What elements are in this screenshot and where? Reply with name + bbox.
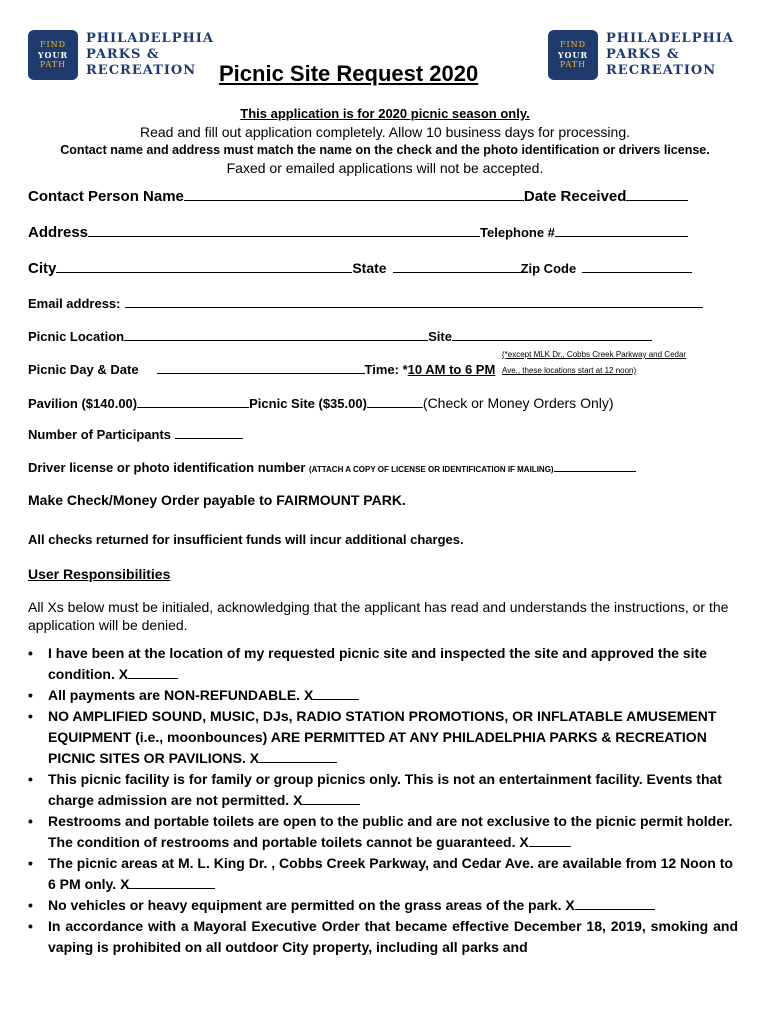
date-received-label: Date Received xyxy=(523,188,627,205)
state-field[interactable] xyxy=(393,272,521,273)
contact-label: Contact Person Name xyxy=(28,188,184,205)
license-note: (ATTACH A COPY OF LICENSE OR IDENTIFICATION IF MAILING) xyxy=(309,465,554,474)
list-item: • NO AMPLIFIED SOUND, MUSIC, DJs, RADIO STATION PROMOTIONS, OR INFLATABLE AMUSEMENT EQUIPMENT (i.e., moonbounces) ARE PERMITTED AT ANY PHILADELPHIA PARKS & RECREATION PICNIC SITES OR PAVILIONS. X xyxy=(48,706,738,769)
initial-field[interactable] xyxy=(129,888,215,889)
telephone-field[interactable] xyxy=(555,236,688,237)
pavilion-label: Pavilion ($140.00) xyxy=(28,396,138,411)
contact-field[interactable] xyxy=(184,200,524,201)
city-row xyxy=(28,260,692,277)
parks-brand-text: PHILADELPHIA PARKS & RECREATION xyxy=(606,31,734,78)
picnic-site-field[interactable] xyxy=(367,407,423,408)
list-item: • The picnic areas at M. L. King Dr. , Cobbs Creek Parkway, and Cedar Ave. are available from 12 Noon to 6 PM only. X xyxy=(48,853,738,895)
day-date-row xyxy=(28,362,495,377)
license-field[interactable] xyxy=(554,471,636,472)
email-label: Email address: xyxy=(28,296,121,311)
initial-field[interactable] xyxy=(259,762,337,763)
list-item: • Restrooms and portable toilets are open to the public and are not exclusive to the picnic permit holder. The condition of restrooms and portable toilets cannot be guaranteed. X xyxy=(48,811,738,853)
page-title: Picnic Site Request 2020 xyxy=(219,61,479,86)
zip-field[interactable] xyxy=(582,272,692,273)
logo-left xyxy=(28,30,214,80)
site-field[interactable] xyxy=(452,340,652,341)
address-field[interactable] xyxy=(88,236,480,237)
list-item: • No vehicles or heavy equipment are permitted on the grass areas of the park. X xyxy=(48,895,738,916)
list-item: • I have been at the location of my requested picnic site and inspected the site and approved the site condition. X xyxy=(48,643,738,685)
logo-right xyxy=(548,30,734,80)
city-label: City xyxy=(28,260,57,277)
list-item: • This picnic facility is for family or group picnics only. This is not an entertainment facility. Events that charge admission are not permitted. X xyxy=(48,769,738,811)
participants-field[interactable] xyxy=(175,438,243,439)
state-label: State xyxy=(352,260,387,276)
intro-line-3: Contact name and address must match the name on the check and the photo identification or drivers license. xyxy=(60,143,710,157)
find-your-path-badge: FIND YOUR PATH xyxy=(28,30,78,80)
list-item: • In accordance with a Mayoral Executive Order that became effective December 18, 2019, smoking and vaping is prohibited on all outdoor City property, including all parks and xyxy=(48,916,738,958)
responsibilities-intro: All Xs below must be initialed, acknowledging that the applicant has read and understands the instructions, or the application will be denied. xyxy=(28,599,729,633)
day-date-label: Picnic Day & Date xyxy=(28,362,139,377)
license-label: Driver license or photo identification number xyxy=(28,460,306,475)
find-your-path-badge: FIND YOUR PATH xyxy=(548,30,598,80)
payment-note: (Check or Money Orders Only) xyxy=(422,395,614,411)
initial-field[interactable] xyxy=(313,699,359,700)
time-label: Time: * xyxy=(364,362,408,377)
city-field[interactable] xyxy=(56,272,352,273)
picnic-site-label: Picnic Site ($35.00) xyxy=(249,396,367,411)
address-label: Address xyxy=(28,224,89,241)
list-item: • All payments are NON-REFUNDABLE. X xyxy=(48,685,738,706)
time-note-1: (*except MLK Dr., Cobbs Creek Parkway and Cedar xyxy=(502,350,687,359)
initial-field[interactable] xyxy=(302,804,360,805)
contact-row xyxy=(28,188,688,205)
day-date-field[interactable] xyxy=(157,373,365,374)
location-field[interactable] xyxy=(124,340,428,341)
insufficient-funds-text: All checks returned for insufficient funds will incur additional charges. xyxy=(28,532,464,547)
initial-field[interactable] xyxy=(575,909,655,910)
license-row xyxy=(28,460,636,475)
responsibilities-heading: User Responsibilities xyxy=(28,566,171,582)
intro-line-4: Faxed or emailed applications will not be accepted. xyxy=(226,160,544,176)
email-row xyxy=(28,296,703,311)
participants-label: Number of Participants xyxy=(28,427,172,442)
pavilion-field[interactable] xyxy=(137,407,249,408)
email-field[interactable] xyxy=(125,307,703,308)
participants-row xyxy=(28,427,243,442)
location-row xyxy=(28,329,652,344)
time-note-2: Ave., these locations start at 12 noon) xyxy=(502,366,637,375)
date-received-field[interactable] xyxy=(626,200,688,201)
telephone-label: Telephone # xyxy=(480,225,555,240)
parks-brand-text: PHILADELPHIA PARKS & RECREATION xyxy=(86,31,214,78)
payable-text: Make Check/Money Order payable to FAIRMOUNT PARK. xyxy=(28,492,406,508)
fees-row xyxy=(28,395,614,411)
initial-field[interactable] xyxy=(529,846,571,847)
intro-line-2: Read and fill out application completely. Allow 10 business days for processing. xyxy=(139,124,630,140)
address-row xyxy=(28,224,688,241)
site-label: Site xyxy=(428,329,452,344)
initial-field[interactable] xyxy=(128,678,178,679)
intro-line-1: This application is for 2020 picnic season only. xyxy=(240,106,530,121)
zip-label: Zip Code xyxy=(520,261,577,276)
time-value: 10 AM to 6 PM xyxy=(407,362,496,377)
location-label: Picnic Location xyxy=(28,329,125,344)
